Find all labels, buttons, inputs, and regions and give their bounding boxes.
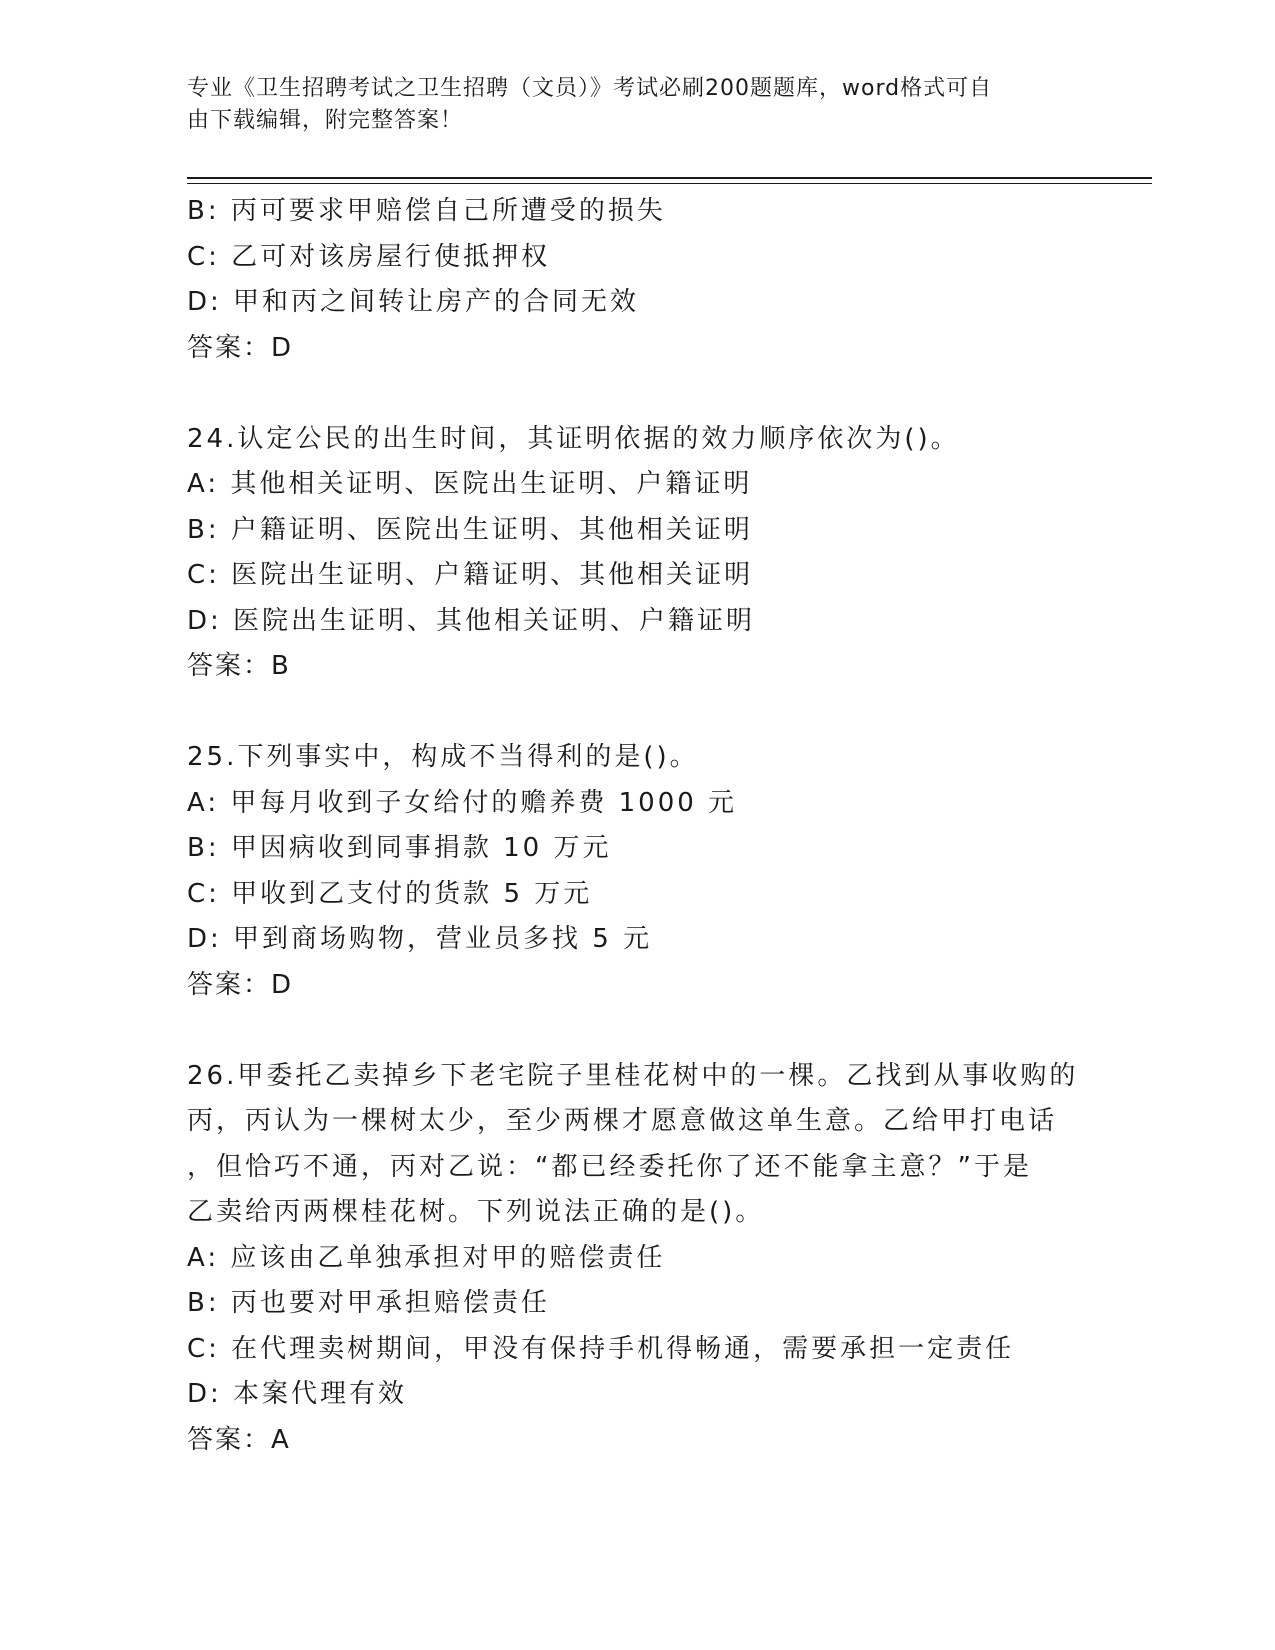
header-line-2: 由下载编辑，附完整答案！ xyxy=(187,108,464,133)
option-d: D: 本案代理有效 xyxy=(187,1379,408,1409)
question-block-26 xyxy=(187,1054,1087,1464)
option-c: C: 乙可对该房屋行使抵押权 xyxy=(187,241,551,272)
option-c: C: 甲收到乙支付的货款 5 万元 xyxy=(187,878,593,909)
option-b: B: 丙也要对甲承担赔偿责任 xyxy=(187,1288,550,1318)
option-b: B: 丙可要求甲赔偿自己所遭受的损失 xyxy=(187,196,666,226)
answer-line: 答案：D xyxy=(187,332,294,363)
question-text: 25.下列事实中，构成不当得利的是()。 xyxy=(187,742,699,772)
option-b: B: 甲因病收到同事捐款 10 万元 xyxy=(187,833,612,863)
option-b: B: 户籍证明、医院出生证明、其他相关证明 xyxy=(187,514,753,545)
option-d: D: 甲和丙之间转让房产的合同无效 xyxy=(187,287,640,317)
option-a: A: 应该由乙单独承担对甲的赔偿责任 xyxy=(187,1242,666,1273)
spacer xyxy=(187,371,1087,417)
header-rule-thick xyxy=(187,177,1152,179)
question-block-24 xyxy=(187,417,1087,690)
option-c: C: 医院出生证明、户籍证明、其他相关证明 xyxy=(187,560,754,590)
spacer xyxy=(187,1008,1087,1054)
question-text-line-4: 乙卖给丙两棵桂花树。下列说法正确的是()。 xyxy=(187,1197,765,1227)
header-rule-thin xyxy=(187,183,1152,184)
option-a: A: 甲每月收到子女给付的赡养费 1000 元 xyxy=(187,787,738,818)
option-c: C: 在代理卖树期间，甲没有保持手机得畅通，需要承担一定责任 xyxy=(187,1333,1015,1364)
answer-line: 答案：D xyxy=(187,969,294,1000)
question-text: 24.认定公民的出生时间，其证明依据的效力顺序依次为()。 xyxy=(187,423,960,454)
questions-content xyxy=(187,189,1087,1463)
answer-line: 答案：B xyxy=(187,651,291,681)
document-header xyxy=(187,73,1067,137)
question-text-line-3: ，但恰巧不通，丙对乙说：“都已经委托你了还不能拿主意？”于是 xyxy=(187,1151,1032,1182)
answer-line: 答案：A xyxy=(187,1424,291,1455)
option-d: D: 医院出生证明、其他相关证明、户籍证明 xyxy=(187,605,756,636)
question-block-25 xyxy=(187,735,1087,1008)
question-block-prev xyxy=(187,189,1087,371)
option-a: A: 其他相关证明、医院出生证明、户籍证明 xyxy=(187,469,753,499)
question-text-line-1: 26.甲委托乙卖掉乡下老宅院子里桂花树中的一棵。乙找到从事收购的 xyxy=(187,1060,1079,1091)
spacer xyxy=(187,690,1087,736)
question-text-line-2: 丙，丙认为一棵树太少，至少两棵才愿意做这单生意。乙给甲打电话 xyxy=(187,1106,1058,1136)
header-line-1: 专业《卫生招聘考试之卫生招聘（文员）》考试必刷200题题库，word格式可自 xyxy=(187,76,993,101)
option-d: D: 甲到商场购物，营业员多找 5 元 xyxy=(187,924,653,954)
